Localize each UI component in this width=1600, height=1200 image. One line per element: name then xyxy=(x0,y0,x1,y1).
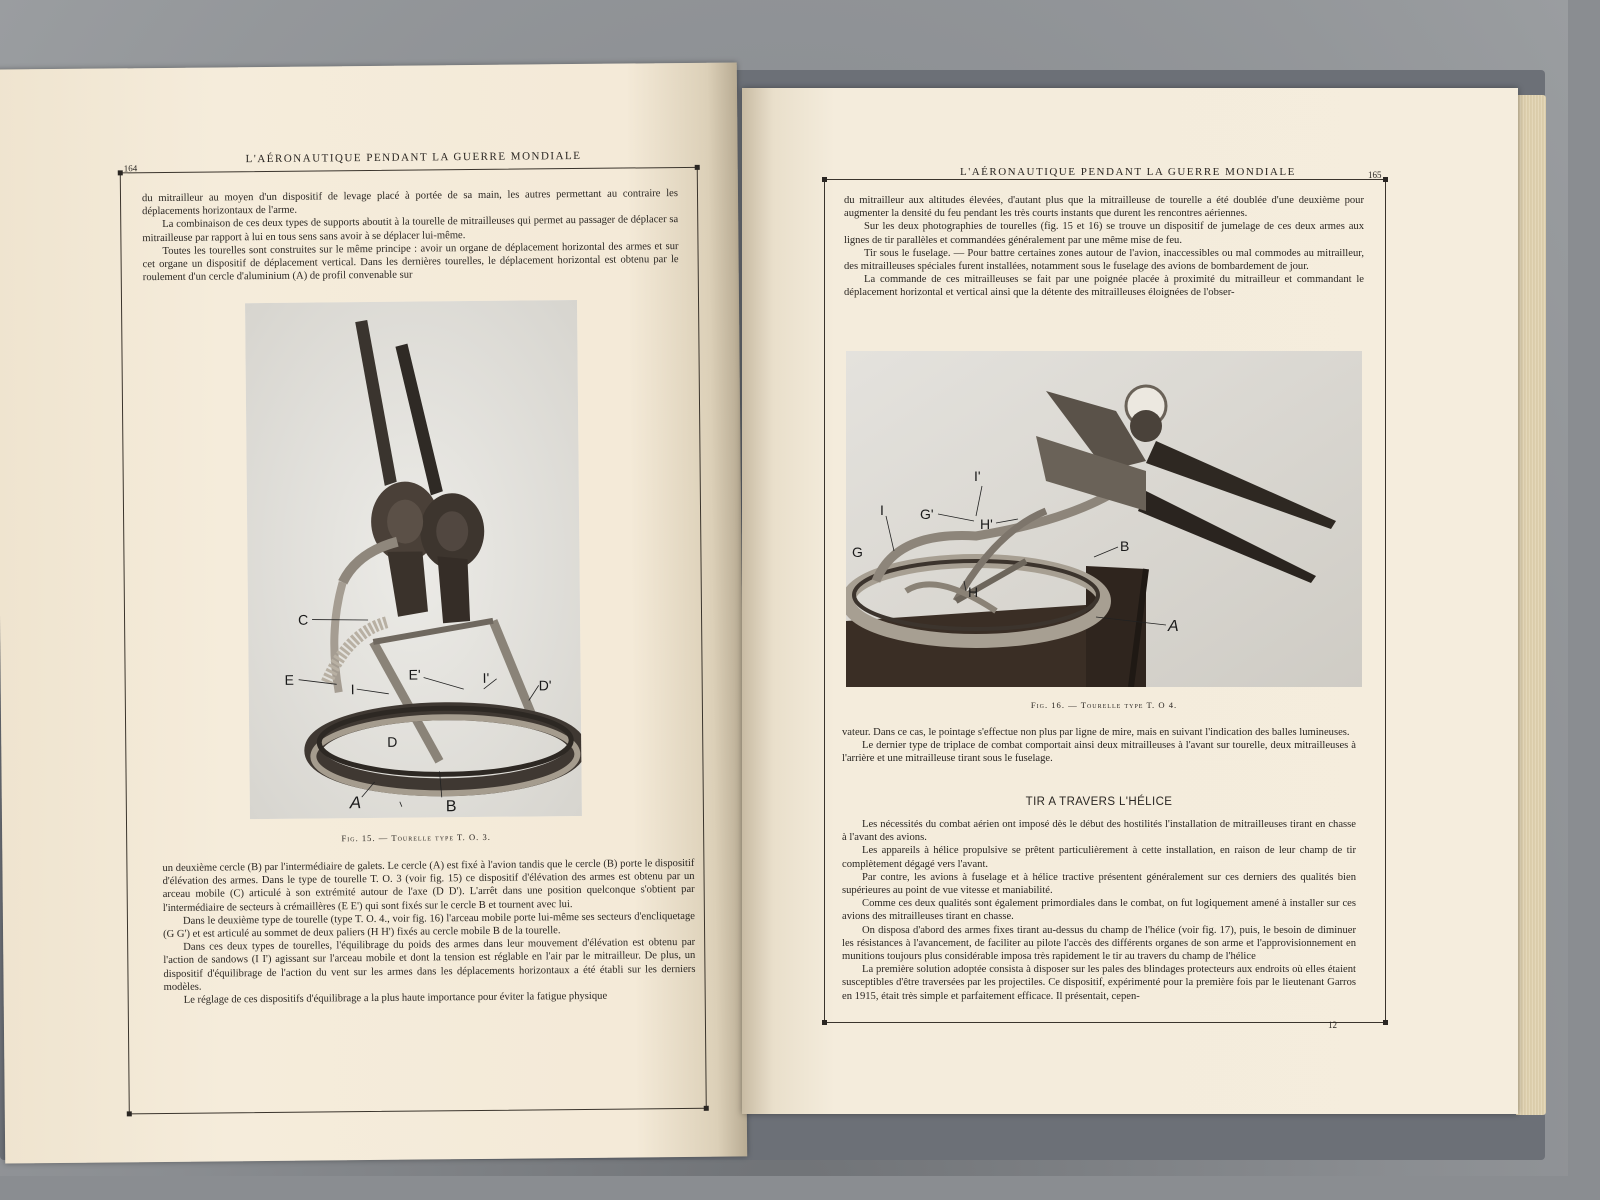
paragraph: On disposa d'abord des armes fixes tirant au-dessus du champ de l'hélice (voir fig. 17), puis, le besoin de diminuer les résistances à l'avancement, de faciliter au pilote l'accès des différents organes de son arme et l'approvisionnement en munitions toujours plus considérable imposa très rapidement le tir au travers du champ de l'hélice xyxy=(842,924,1356,963)
turret-to4-illustration xyxy=(846,351,1362,687)
fig15-label-c: C xyxy=(297,611,309,628)
paragraph: Le réglage de ces dispositifs d'équilibrage a la plus haute importance pour éviter la fatigue physique xyxy=(183,990,608,1006)
fig15-label-e: E xyxy=(284,671,295,688)
turret-to3-illustration xyxy=(245,300,582,819)
figure-16-caption: Fig. 16. — Tourelle type T. O 4. xyxy=(1030,700,1178,710)
fig16-label-g: G xyxy=(852,544,863,560)
paragraph: La combinaison de ces deux types de supports aboutit à la tourelle de mitrailleuses qui permet au passager de déplacer sa mitrailleuse par rapport à lui en tous sens sans avoir à se déplacer lui-même. xyxy=(142,214,679,244)
fig15-label-b: B xyxy=(445,798,457,816)
figure-15-caption: Fig. 15. — Tourelle type T. O. 3. xyxy=(341,831,491,844)
fig16-label-g-prime: G' xyxy=(920,506,934,522)
left-bottom-text xyxy=(162,857,695,1007)
paragraph: Dans le deuxième type de tourelle (type T. O. 4., voir fig. 16) l'arceau mobile porte lui-même ses secteurs d'encliquetage (G G') et est articulé au sommet de deux paliers (H H') fixés au cercle mobile B de la tourelle. xyxy=(163,910,695,941)
fig16-label-h-prime: H' xyxy=(980,516,993,532)
paragraph: Les nécessités du combat aérien ont imposé dès le début des hostilités l'installation de mitrailleuses tirant en chasse à l'avant des avions. xyxy=(842,819,1356,844)
fig16-label-i: I xyxy=(880,502,884,518)
paragraph: vateur. Dans ce cas, le pointage s'effectue non plus par ligne de mire, mais en suivant l'indication des balles lumineuses. xyxy=(842,727,1350,738)
fig16-label-h: H xyxy=(968,584,979,600)
right-page xyxy=(742,88,1518,1114)
fig15-label-i-prime: I' xyxy=(482,669,490,686)
fig16-label-b: B xyxy=(1120,538,1130,554)
left-page xyxy=(0,62,747,1163)
paragraph: Sur les deux photographies de tourelles (fig. 15 et 16) se trouve un dispositif de jumelage de ces deux armes aux lignes de tir parallèles et commandées généralement par une même mise de feu. xyxy=(844,221,1364,246)
page-edges xyxy=(1516,95,1546,1115)
paragraph: Les appareils à hélice propulsive se prêtent particulièrement à cette installation, en raison de leur champ de tir complètement dégagé vers l'avant. xyxy=(842,845,1356,870)
figure-16-photo xyxy=(846,351,1362,687)
paragraph: Dans ces deux types de tourelles, l'équilibrage du poids des armes dans leur mouvement d'élévation est obtenu par l'action de sandows (I I') agissant sur l'arceau mobile et dont la tension est réglable en l'air par le mitrailleur. De plus, un dispositif d'équilibrage de l'action du vent sur les armes dans les déplacements horizontaux a été établi sur les derniers modèles. xyxy=(163,937,696,993)
paragraph: La commande de ces mitrailleuses se fait par une poignée placée à proximité du mitrailleur et commandant le déplacement horizontal et vertical ainsi que la détente des mitrailleuses éloignées de l'obser- xyxy=(844,274,1364,299)
right-top-text xyxy=(844,194,1364,300)
right-middle-text xyxy=(842,726,1356,766)
section-title: TIR A TRAVERS L'HÉLICE xyxy=(1025,796,1173,808)
paragraph: Toutes les tourelles sont construites sur le même principe : avoir un organe de déplacement horizontal des armes et sur cet organe un dispositif de déplacement vertical. Dans les dernières tourelles, le déplacement horizontal est obtenu par le roulement d'un cercle d'aluminium (A) de profil convenable sur xyxy=(142,240,679,284)
paragraph: Par contre, les avions à fuselage et à hélice tractive présentent généralement sur ces derniers des qualités bien supérieures au point de vue vitesse et maniabilité. xyxy=(842,871,1356,897)
signature-mark: 12 xyxy=(1328,1020,1337,1030)
left-top-text xyxy=(142,187,679,285)
left-running-head: L'AÉRONAUTIQUE PENDANT LA GUERRE MONDIALE xyxy=(245,149,582,166)
fig16-label-i-prime: I' xyxy=(974,468,981,484)
fig15-label-d: D xyxy=(387,733,398,750)
fig15-label-e-prime: E' xyxy=(408,666,421,683)
right-page-number: 165 xyxy=(1368,170,1382,180)
paragraph: du mitrailleur au moyen d'un dispositif de levage placé à portée de sa main, les autres permettant au contraire les déplacements horizontaux de l'arme. xyxy=(141,188,679,218)
fig16-label-a: A xyxy=(1168,618,1179,635)
figure-15-photo xyxy=(245,300,582,819)
fig15-label-i: I xyxy=(350,681,355,698)
paragraph: La première solution adoptée consista à disposer sur les pales des blindages protecteurs aux endroits où elles étaient susceptibles d'être traversées par les projectiles. Ce dispositif, expérimenté pour la première fois par le lieutenant Garros en 1915, était très simple et parfaitement efficace. Il présentait, cepen- xyxy=(842,964,1356,1002)
paragraph: Comme ces deux qualités sont également primordiales dans le combat, on fut logiquement amené à installer sur ces avions des mitrailleuses tirant en chasse. xyxy=(842,898,1356,923)
paragraph: Tir sous le fuselage. — Pour battre certaines zones autour de l'avion, inaccessibles ou mal commodes au mitrailleur, des mitrailleuses spéciales furent installées, notamment sous le fuselage des avions de bombardement de jour. xyxy=(844,247,1364,273)
paragraph: un deuxième cercle (B) par l'intermédiaire de galets. Le cercle (A) est fixé à l'avion tandis que le cercle (B) porte le dispositif d'élévation des armes. Dans le type de tourelle T. O. 3 (voir fig. 15) ce dispositif d'élévation des armes est obtenu par un arceau mobile (C) articulé à son extrémité autour de l'axe (D D'). L'arrêt dans une position quelconque s'obtient par l'intermédiaire de secteurs à crémaillères (E E') qui sont fixés sur le cercle B et tournent avec lui. xyxy=(162,857,695,914)
right-bottom-text xyxy=(842,818,1356,1003)
paragraph: Le dernier type de triplace de combat comportait ainsi deux mitrailleuses à l'avant sur tourelle, deux mitrailleuses à l'arrière et une mitrailleuse tirant sous le fuselage. xyxy=(842,740,1356,765)
right-running-head: L'AÉRONAUTIQUE PENDANT LA GUERRE MONDIALE xyxy=(960,166,1296,178)
fig15-label-d-prime: D' xyxy=(538,677,552,694)
fig15-label-a: A xyxy=(349,793,362,813)
paragraph: du mitrailleur aux altitudes élevées, d'autant plus que la mitrailleuse de tourelle a été doublée d'une deuxième pour augmenter la densité du feu pendant les très courts instants que durent les rencontres aériennes. xyxy=(844,195,1364,220)
left-page-number: 164 xyxy=(123,163,138,174)
